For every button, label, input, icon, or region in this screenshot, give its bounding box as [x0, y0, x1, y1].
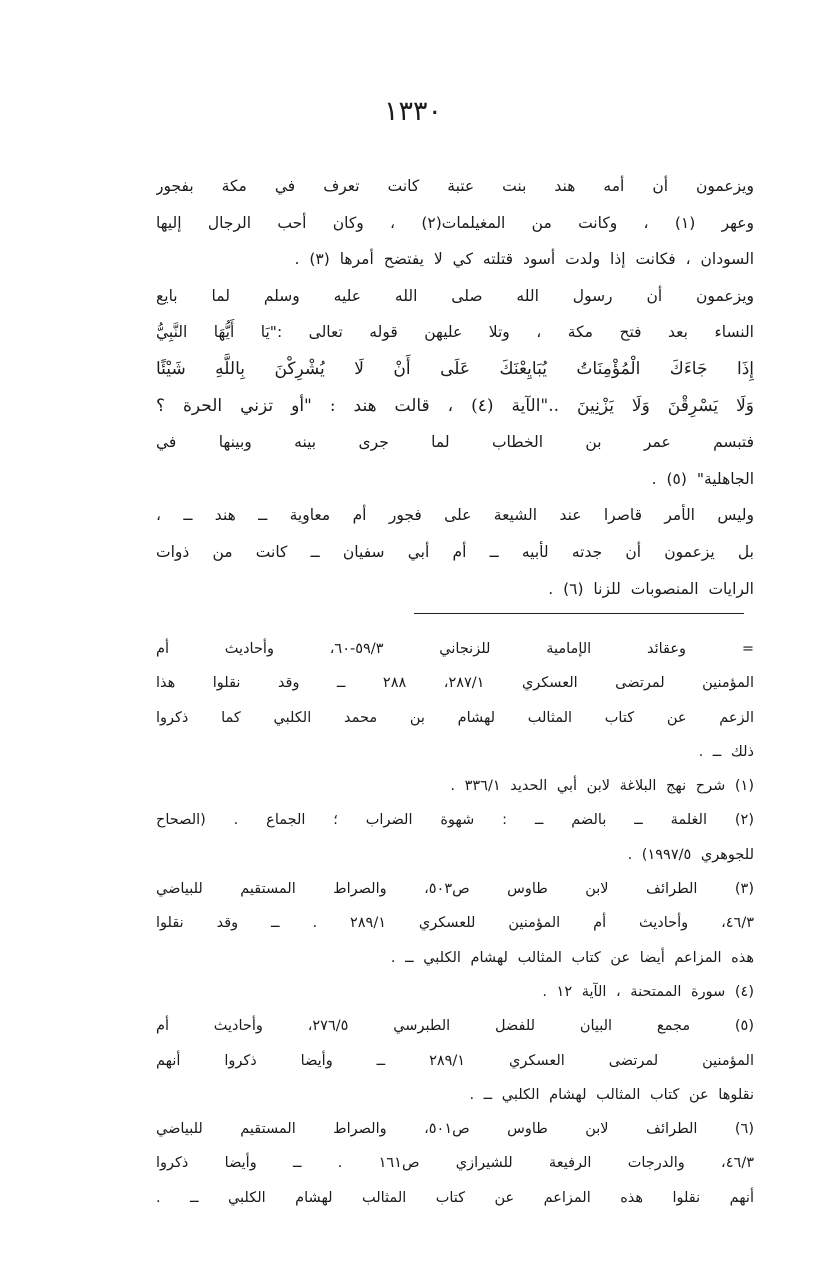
body-line: ويزعمون أن رسول الله صلى الله عليه وسلم لما بايع — [156, 286, 754, 305]
body-line: وعهر (١) ، وكانت من المغيلمات(٢) ، وكان أحب الرجال إليها — [156, 213, 754, 232]
footnote-2-cont: للجوهري ١٩٩٧/٥) . — [627, 846, 754, 863]
footnote-4: (٤) سورة الممتحنة ، الآية ١٢ . — [542, 983, 754, 1000]
body-line: فتبسم عمر بن الخطاب لما جرى بينه وبينها في — [156, 433, 754, 452]
footnote-6-cont: ٤٦/٣، والدرجات الرفيعة للشيرازي ص١٦١ . ــ وأيضا ذكروا — [156, 1155, 754, 1172]
body-line: السودان ، فكانت إذا ولدت أسود قتلته كي لا يفتضح أمرها (٣) . — [294, 250, 754, 269]
footnote-5-cont: المؤمنين لمرتضى العسكري ٢٨٩/١ ــ وأيضا ذكروا أنهم — [156, 1052, 754, 1069]
footnote-1: (١) شرح نهج البلاغة لابن أبي الحديد ٣٣٦/١ . — [450, 778, 754, 795]
body-text — [156, 168, 754, 607]
quran-verse-line: وَلَا يَسْرِقْنَ وَلَا يَزْنِينَ .."الآية (٤) ، قالت هند : "أو تزني الحرة ؟ — [156, 395, 754, 416]
body-line: ويزعمون أن أمه هند بنت عتبة كانت تعرف في مكة بفجور — [156, 177, 754, 195]
footnote-line: الزعم عن كتاب المثالب لهشام بن محمد الكلبي كما ذكروا — [156, 709, 754, 726]
footnote-2: (٢) الغلمة ــ بالضم ــ : شهوة الضراب ؛ الجماع . (الصحاح — [156, 812, 754, 829]
body-line: الرايات المنصوبات للزنا (٦) . — [548, 579, 754, 598]
footnotes — [156, 632, 754, 1215]
body-line: النساء بعد فتح مكة ، وتلا عليهن قوله تعالى :"يَا أَيُّهَا النَّبِيُّ — [156, 323, 754, 342]
footnote-5-cont: نقلوها عن كتاب المثالب لهشام الكلبي ــ . — [469, 1086, 754, 1103]
footnote-line: = وعقائد الإمامية للزنجاني ٥٩/٣-٦٠، وأحاديث أم — [156, 641, 754, 657]
footnote-line: ذلك ــ . — [698, 743, 754, 760]
page-number: ١٣٣٠ — [383, 96, 442, 127]
footnote-line: المؤمنين لمرتضى العسكري ٢٨٧/١، ٢٨٨ ــ وقد نقلوا هذا — [156, 675, 754, 692]
footnote-3-cont: هذه المزاعم أيضا عن كتاب المثالب لهشام الكلبي ــ . — [390, 949, 754, 966]
footnote-3-cont: ٤٦/٣، وأحاديث أم المؤمنين للعسكري ٢٨٩/١ . ــ وقد نقلوا — [156, 915, 754, 932]
footnote-3: (٣) الطرائف لابن طاوس ص٥٠٣، والصراط المستقيم للبياضي — [156, 881, 754, 898]
quran-verse-line: إِذَا جَاءَكَ الْمُؤْمِنَاتُ يُبَايِعْنَكَ عَلَى أَنْ لَا يُشْرِكْنَ بِاللَّهِ شَيْئًا — [156, 358, 754, 379]
body-line: بل يزعمون أن جدته لأبيه ــ أم أبي سفيان ــ كانت من ذوات — [156, 542, 754, 561]
footnote-6: (٦) الطرائف لابن طاوس ص٥٠١، والصراط المستقيم للبياضي — [156, 1121, 754, 1138]
footnote-6-cont: أنهم نقلوا هذه المزاعم عن كتاب المثالب لهشام الكلبي ــ . — [156, 1189, 754, 1206]
body-line: الجاهلية" (٥) . — [651, 469, 754, 488]
body-line: وليس الأمر قاصرا عند الشيعة على فجور أم معاوية ــ هند ــ ، — [156, 506, 754, 525]
footnote-5: (٥) مجمع البيان للفضل الطبرسي ٢٧٦/٥، وأحاديث أم — [156, 1018, 754, 1035]
footnote-separator — [414, 613, 744, 614]
